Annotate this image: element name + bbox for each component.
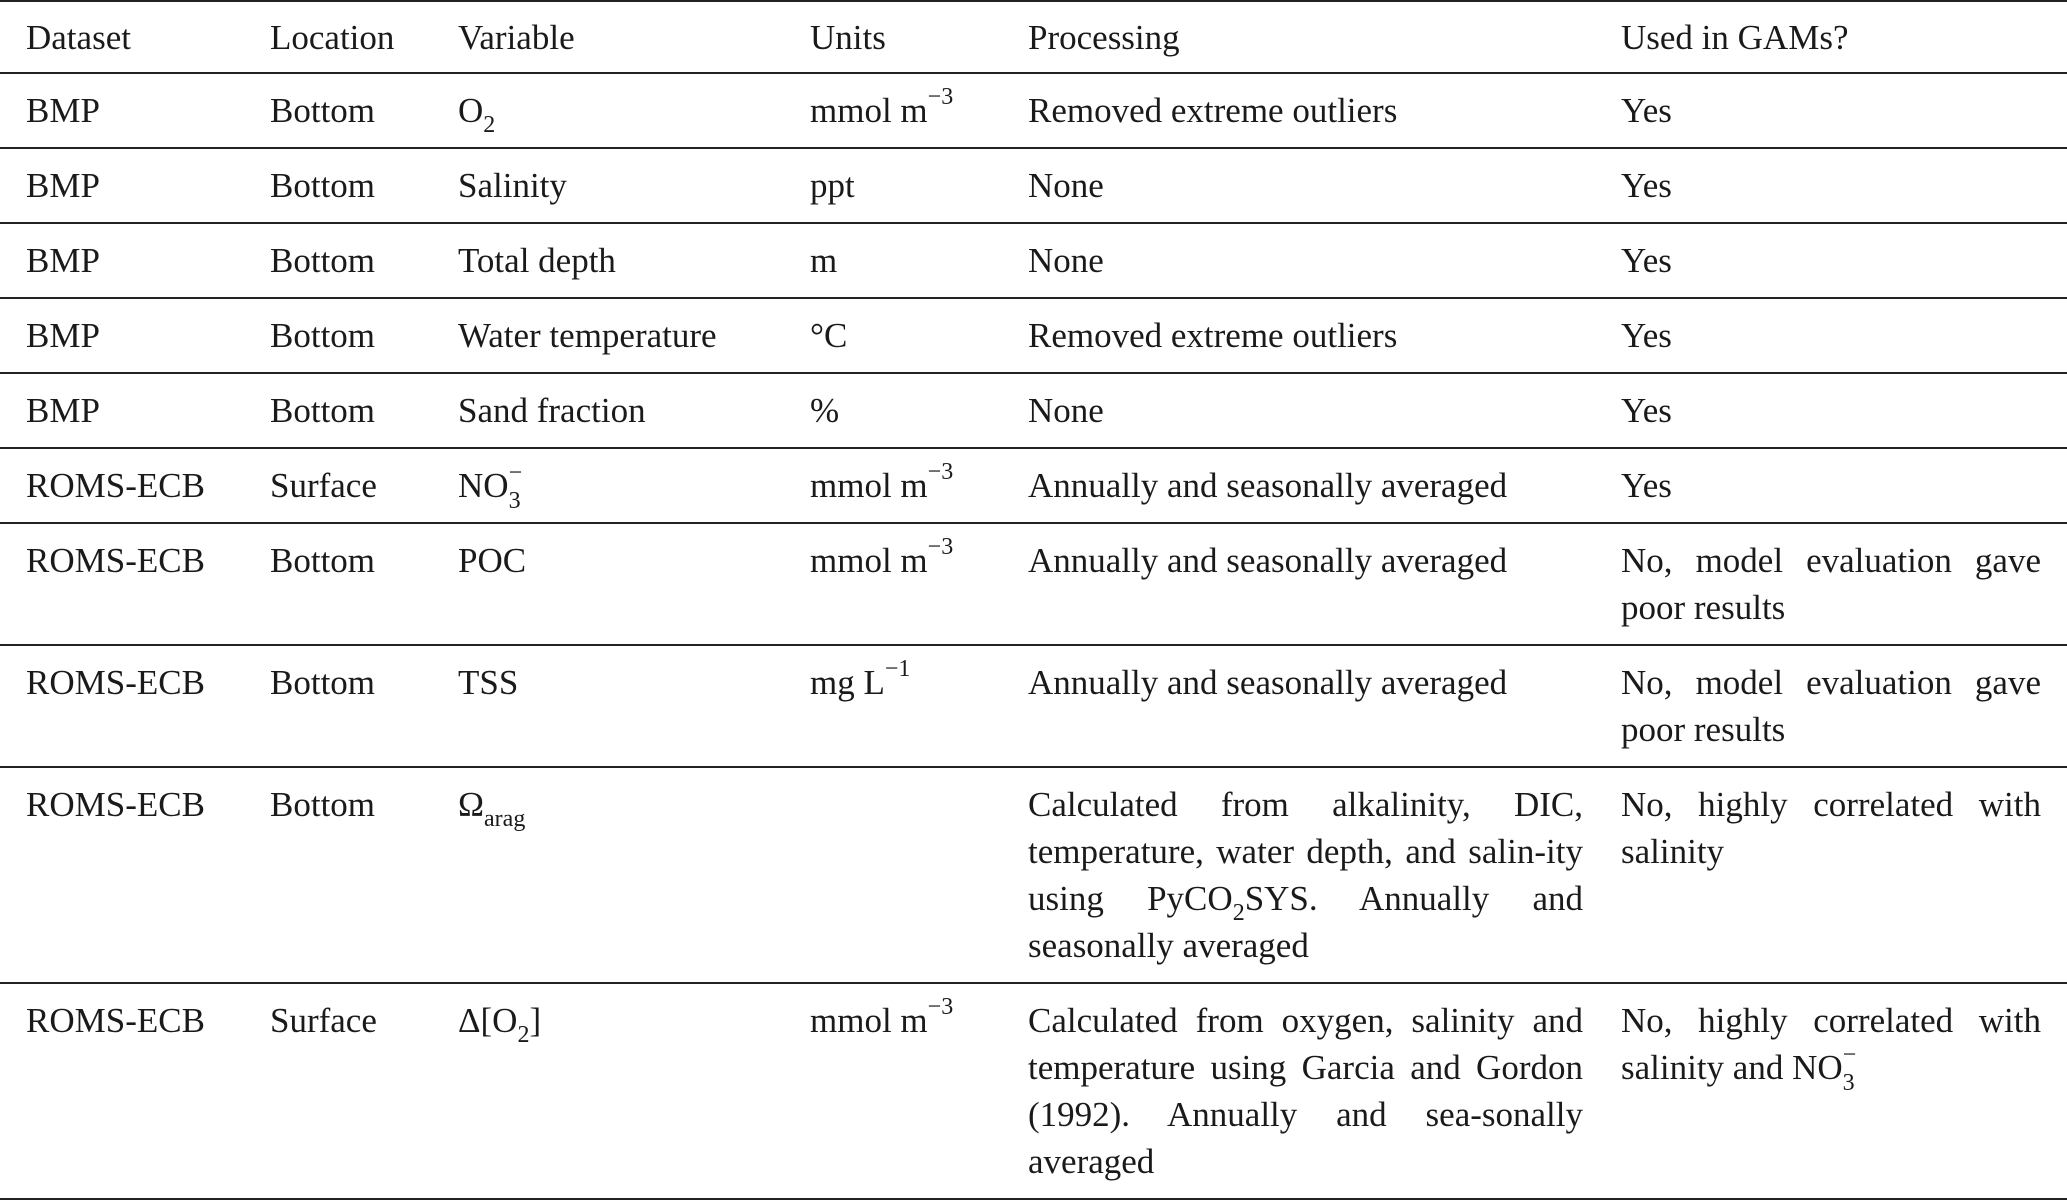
cell-used-in-gams: Yes bbox=[1621, 466, 1672, 505]
cell-used-in-gams bbox=[1621, 983, 2067, 1199]
table-row bbox=[0, 373, 2067, 448]
cell-location: Bottom bbox=[270, 663, 376, 702]
used-subscript: 3 bbox=[1842, 1070, 1855, 1096]
cell-used-in-gams: Yes bbox=[1621, 241, 1672, 280]
table-row bbox=[0, 645, 2067, 767]
cell-dataset: ROMS-ECB bbox=[26, 785, 205, 824]
header-row bbox=[0, 1, 2067, 73]
cell-dataset: BMP bbox=[26, 91, 100, 130]
header-dataset: Dataset bbox=[26, 18, 131, 57]
cell-processing: Calculated from oxygen, salinity and temperature using Garcia and Gordon (1992). Annually and sea-sonally averaged bbox=[1028, 1001, 1583, 1181]
cell-processing: Removed extreme outliers bbox=[1028, 316, 1398, 355]
cell-dataset: BMP bbox=[26, 241, 100, 280]
units-superscript: −3 bbox=[927, 994, 954, 1020]
cell-units bbox=[810, 983, 1028, 1199]
variable-base: O bbox=[458, 91, 484, 130]
variable-base: Ω bbox=[458, 785, 485, 824]
units-base: mmol m bbox=[810, 466, 928, 505]
cell-variable bbox=[458, 448, 810, 523]
cell-variable: TSS bbox=[458, 663, 519, 702]
units-superscript: −3 bbox=[927, 84, 954, 110]
variable-text-end: ] bbox=[529, 1001, 542, 1040]
processing-subscript: 2 bbox=[1232, 900, 1245, 926]
cell-processing: None bbox=[1028, 391, 1104, 430]
cell-units bbox=[810, 523, 1028, 645]
header-processing: Processing bbox=[1028, 18, 1180, 57]
cell-dataset: ROMS-ECB bbox=[26, 1001, 205, 1040]
table-row bbox=[0, 523, 2067, 645]
header-variable: Variable bbox=[458, 18, 575, 57]
processing-text-end: SYS. Annually and seasonally averaged bbox=[1028, 879, 1583, 965]
cell-location: Bottom bbox=[270, 166, 376, 205]
table-row bbox=[0, 767, 2067, 983]
processing-text-start: Calculated from alkalinity, DIC, temperature, water depth, and salin-ity using PyCO bbox=[1028, 785, 1583, 918]
cell-variable: POC bbox=[458, 541, 527, 580]
cell-units: m bbox=[810, 241, 838, 280]
units-base: mmol m bbox=[810, 91, 928, 130]
cell-units: ppt bbox=[810, 166, 855, 205]
cell-location: Surface bbox=[270, 1001, 377, 1040]
cell-dataset: BMP bbox=[26, 166, 100, 205]
header-used-in-gams: Used in GAMs? bbox=[1621, 18, 1849, 57]
cell-units bbox=[810, 767, 1028, 983]
cell-processing: Annually and seasonally averaged bbox=[1028, 541, 1508, 580]
cell-dataset: BMP bbox=[26, 316, 100, 355]
used-text: No, highly correlated with salinity and NO bbox=[1621, 1001, 2041, 1087]
table-row bbox=[0, 148, 2067, 223]
cell-used-in-gams: Yes bbox=[1621, 166, 1672, 205]
variable-text-start: Δ[O bbox=[458, 1001, 518, 1040]
cell-units: °C bbox=[810, 316, 848, 355]
cell-location: Bottom bbox=[270, 391, 376, 430]
cell-dataset: ROMS-ECB bbox=[26, 541, 205, 580]
used-superscript: − bbox=[1842, 1042, 1857, 1068]
cell-variable: Total depth bbox=[458, 241, 616, 280]
cell-processing bbox=[1028, 767, 1621, 983]
cell-variable: Sand fraction bbox=[458, 391, 646, 430]
cell-processing: None bbox=[1028, 241, 1104, 280]
variable-superscript: − bbox=[508, 460, 523, 486]
table-row bbox=[0, 73, 2067, 148]
cell-processing: Annually and seasonally averaged bbox=[1028, 663, 1508, 702]
cell-used-in-gams: No, model evaluation gave poor results bbox=[1621, 541, 2041, 627]
units-superscript: −3 bbox=[927, 459, 954, 485]
header-units: Units bbox=[810, 18, 886, 57]
cell-variable bbox=[458, 767, 810, 983]
cell-dataset: BMP bbox=[26, 391, 100, 430]
cell-location: Bottom bbox=[270, 541, 376, 580]
units-superscript: −3 bbox=[927, 534, 954, 560]
table-row bbox=[0, 223, 2067, 298]
variable-subscript: 2 bbox=[517, 1022, 530, 1048]
cell-dataset: ROMS-ECB bbox=[26, 466, 205, 505]
cell-location: Bottom bbox=[270, 316, 376, 355]
table-header bbox=[0, 1, 2067, 73]
variable-base: NO bbox=[458, 466, 509, 505]
table-row bbox=[0, 298, 2067, 373]
variable-subscript: 3 bbox=[508, 488, 521, 514]
units-base: mmol m bbox=[810, 1001, 928, 1040]
table-row bbox=[0, 448, 2067, 523]
cell-units bbox=[810, 73, 1028, 148]
units-base: mmol m bbox=[810, 541, 928, 580]
cell-used-in-gams: Yes bbox=[1621, 316, 1672, 355]
cell-units bbox=[810, 645, 1028, 767]
cell-variable: Salinity bbox=[458, 166, 567, 205]
table-body bbox=[0, 73, 2067, 1199]
cell-variable bbox=[458, 73, 810, 148]
cell-processing: Annually and seasonally averaged bbox=[1028, 466, 1508, 505]
cell-used-in-gams: Yes bbox=[1621, 91, 1672, 130]
cell-used-in-gams: No, model evaluation gave poor results bbox=[1621, 663, 2041, 749]
variable-subscript: 2 bbox=[483, 112, 496, 138]
cell-variable: Water temperature bbox=[458, 316, 717, 355]
variable-subscript: arag bbox=[484, 806, 526, 832]
cell-location: Bottom bbox=[270, 785, 376, 824]
cell-used-in-gams: Yes bbox=[1621, 391, 1672, 430]
cell-variable bbox=[458, 983, 810, 1199]
cell-location: Bottom bbox=[270, 241, 376, 280]
cell-processing: Removed extreme outliers bbox=[1028, 91, 1398, 130]
variable-scripts bbox=[508, 460, 531, 514]
used-scripts bbox=[1842, 1042, 1865, 1096]
cell-processing: None bbox=[1028, 166, 1104, 205]
units-base: mg L bbox=[810, 663, 885, 702]
units-superscript: −1 bbox=[884, 656, 911, 682]
cell-units: % bbox=[810, 391, 840, 430]
cell-dataset: ROMS-ECB bbox=[26, 663, 205, 702]
cell-location: Surface bbox=[270, 466, 377, 505]
cell-units bbox=[810, 448, 1028, 523]
table-row bbox=[0, 983, 2067, 1199]
cell-used-in-gams: No, highly correlated with salinity bbox=[1621, 785, 2041, 871]
cell-location: Bottom bbox=[270, 91, 376, 130]
header-location: Location bbox=[270, 18, 395, 57]
